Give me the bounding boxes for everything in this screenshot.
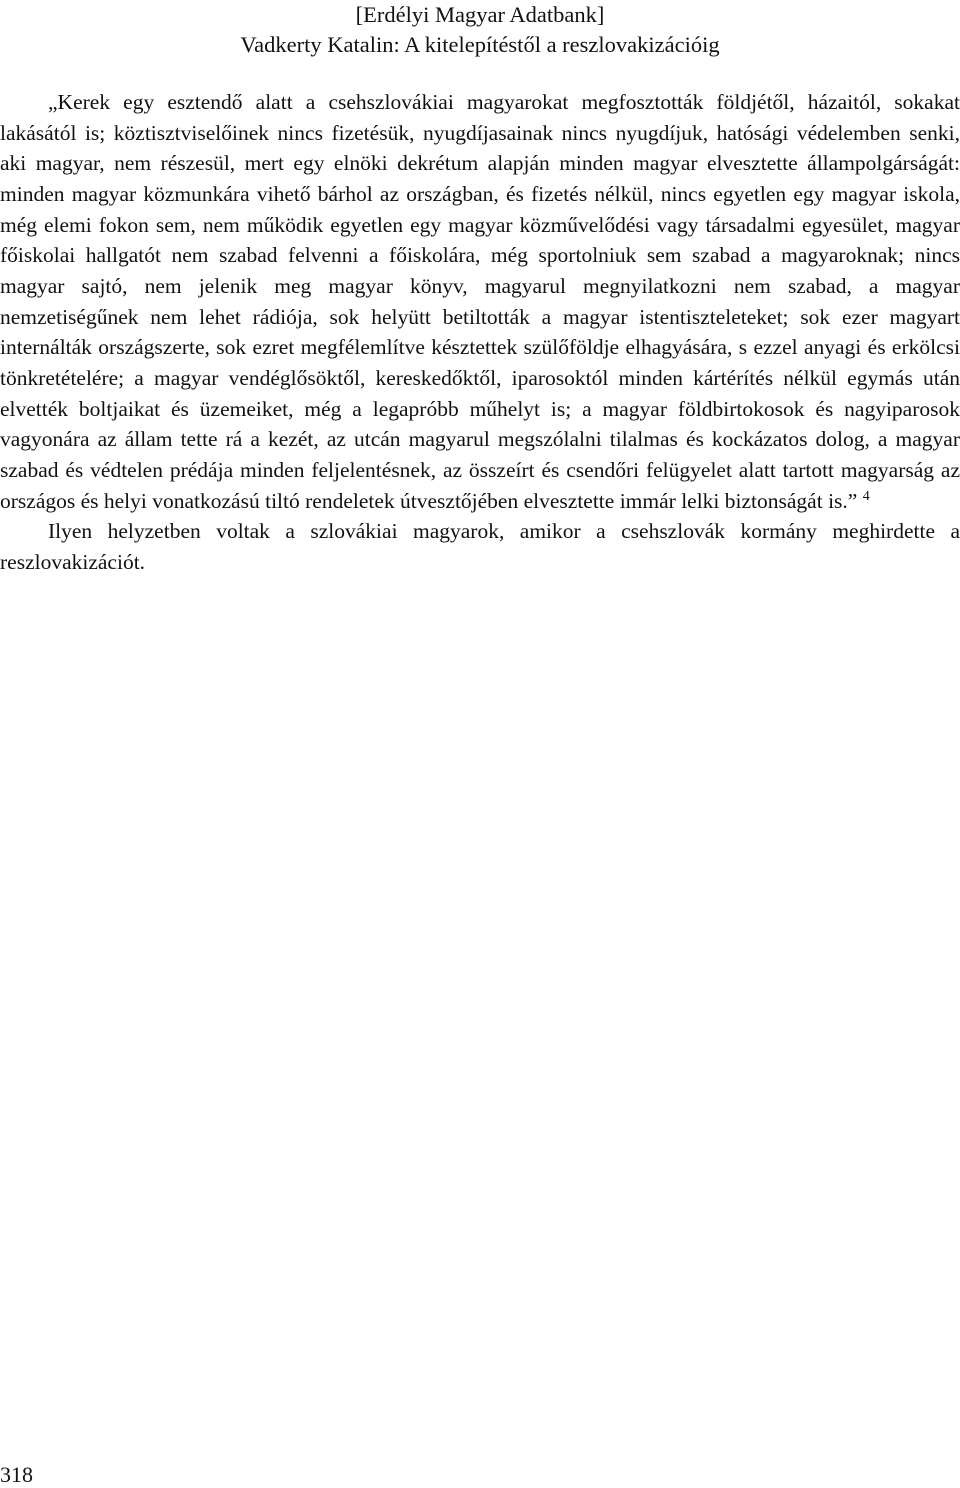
- quote-paragraph: [0, 87, 960, 516]
- header-source: [Erdélyi Magyar Adatbank]: [355, 2, 605, 27]
- header-title: Vadkerty Katalin: A kitelepítéstől a reszlovakizációig: [240, 32, 720, 57]
- page-header: [0, 0, 960, 60]
- closing-paragraph: [0, 516, 960, 577]
- body-text: [0, 87, 960, 578]
- quote-text: „Kerek egy esztendő alatt a csehszlovákiai magyarokat megfosztották földjétől, házaitól, sokakat lakásától is; köztisztviselőinek nincs fizetésük, nyugdíjasainak nincs nyugdíjuk, hatósági védelemben senki, aki magyar, nem részesül, mert egy elnöki dekrétum alapján minden magyar elvesztette állampolgárságát: minden magyar közmunkára vihető bárhol az országban, és fizetés nélkül, nincs egyetlen egy magyar iskola, még elemi fokon sem, nem működik egyetlen egy magyar közművelődési vagy társadalmi egyesület, magyar főiskolai hallgatót nem szabad felvenni a főiskolára, még sportolniuk sem szabad a magyaroknak; nincs magyar sajtó, nem jelenik meg magyar könyv, magyarul megnyilatkozni nem szabad, a magyar nemzetiségűnek nem lehet rádiója, sok helyütt betiltották a magyar istentiszteleteket; sok ezer magyart internálták országszerte, sok ezret megfélemlítve késztettek szülőföldje elhagyására, s ezzel anyagi és erkölcsi tönkretételére; a magyar vendéglősöktől, kereskedőktől, iparosoktól minden kártérítés nélkül egymás után elvették boltjaikat és üzemeiket, még a legapróbb műhelyt is; a magyar földbirtokosok és nagyiparosok vagyonára az állam tette rá a kezét, az utcán magyarul megszólalni tilalmas és kockázatos dolog, a magyar szabad és védtelen prédája minden feljelentésnek, az összeírt és csendőri felügyelet alatt tartott magyarság az országos és helyi vonatkozású tiltó rendeletek útvesztőjében elvesztette immár lelki biztonságát is.”: [0, 90, 960, 513]
- closing-text: Ilyen helyzetben voltak a szlovákiai magyarok, amikor a csehszlovák kormány meghirdette a reszlovakizációt.: [0, 519, 960, 574]
- footnote-marker[interactable]: 4: [862, 488, 870, 504]
- page-number: 318: [0, 1462, 33, 1487]
